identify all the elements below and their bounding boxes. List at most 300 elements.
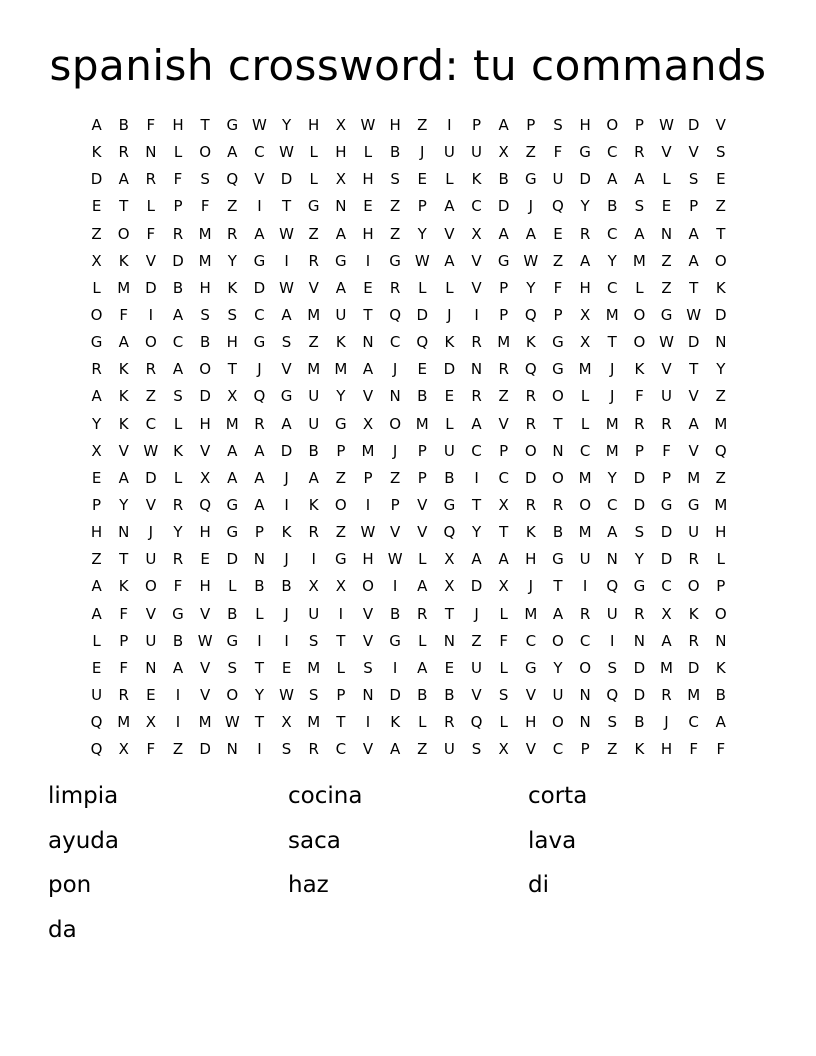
grid-letter: B — [118, 116, 129, 135]
grid-letter: E — [91, 468, 102, 487]
grid-letter: V — [525, 686, 536, 705]
grid-letter: D — [660, 550, 673, 569]
word-list-item: lava — [528, 827, 577, 854]
grid-letter: Q — [90, 740, 103, 759]
grid-letter: T — [119, 197, 129, 216]
grid-letter: S — [390, 170, 400, 189]
grid-letter: G — [552, 333, 564, 352]
grid-letter: W — [686, 306, 702, 325]
grid-letter: B — [308, 441, 319, 460]
grid-letter: L — [173, 468, 183, 487]
grid-letter: F — [119, 658, 129, 677]
grid-letter: U — [308, 604, 320, 623]
grid-letter: O — [389, 414, 402, 433]
grid-letter: V — [145, 604, 156, 623]
grid-letter: Q — [470, 713, 483, 732]
letter-grid — [83, 112, 734, 763]
grid-letter: W — [143, 441, 159, 460]
grid-letter: O — [144, 577, 157, 596]
grid-letter: P — [336, 686, 346, 705]
grid-letter: M — [714, 414, 728, 433]
grid-letter: G — [90, 333, 103, 352]
grid-letter: O — [117, 224, 130, 243]
grid-letter: R — [634, 414, 645, 433]
grid-letter: M — [605, 414, 619, 433]
grid-letter: A — [498, 550, 509, 569]
grid-letter: A — [634, 170, 645, 189]
grid-letter: B — [281, 577, 292, 596]
grid-letter: W — [279, 143, 294, 162]
grid-letter: M — [605, 306, 619, 325]
grid-letter: V — [688, 387, 699, 406]
grid-letter: H — [226, 333, 238, 352]
grid-letter: O — [633, 306, 646, 325]
grid-letter: P — [662, 468, 672, 487]
grid-letter: U — [471, 143, 483, 162]
grid-letter: G — [226, 631, 239, 650]
grid-letter: I — [474, 306, 479, 325]
grid-letter: R — [634, 143, 645, 162]
grid-letter: Z — [471, 631, 482, 650]
grid-letter: Q — [389, 306, 402, 325]
grid-letter: A — [281, 414, 292, 433]
grid-letter: C — [688, 713, 699, 732]
grid-letter: L — [173, 414, 183, 433]
grid-letter: Q — [443, 523, 456, 542]
grid-letter: U — [579, 550, 591, 569]
grid-letter: K — [471, 170, 482, 189]
grid-letter: P — [119, 631, 129, 650]
word-list — [48, 776, 768, 954]
grid-letter: R — [145, 360, 157, 379]
grid-letter: U — [443, 441, 455, 460]
grid-letter: I — [311, 550, 316, 569]
grid-letter: L — [499, 713, 508, 732]
grid-letter: Y — [580, 197, 590, 216]
grid-letter: L — [336, 658, 346, 677]
grid-letter: G — [253, 251, 266, 270]
grid-letter: P — [92, 496, 102, 515]
grid-letter: J — [447, 306, 452, 325]
grid-letter: M — [117, 278, 131, 297]
grid-letter: D — [389, 686, 401, 705]
grid-letter: E — [146, 686, 156, 705]
grid-letter: R — [471, 387, 482, 406]
grid-letter: O — [552, 468, 564, 487]
grid-letter: I — [365, 713, 371, 732]
grid-letter: Z — [552, 251, 564, 270]
grid-letter: V — [417, 496, 428, 515]
grid-letter: V — [688, 441, 699, 460]
grid-letter: Y — [526, 278, 536, 297]
grid-letter: P — [363, 468, 373, 487]
grid-letter: M — [334, 360, 348, 379]
grid-letter: Z — [498, 387, 509, 406]
grid-letter: Z — [389, 224, 401, 243]
grid-letter: H — [579, 278, 591, 297]
grid-letter: R — [118, 686, 129, 705]
grid-letter: T — [119, 550, 129, 569]
grid-letter: A — [417, 658, 428, 677]
grid-letter: C — [498, 468, 509, 487]
grid-letter: O — [687, 577, 700, 596]
grid-letter: E — [91, 197, 102, 216]
grid-letter: Y — [119, 496, 129, 515]
grid-letter: O — [90, 306, 103, 325]
grid-letter: R — [417, 604, 428, 623]
grid-letter: W — [659, 116, 674, 135]
grid-letter: R — [308, 251, 319, 270]
grid-letter: G — [552, 550, 564, 569]
grid-letter: K — [118, 577, 129, 596]
grid-letter: P — [417, 441, 427, 460]
grid-letter: K — [91, 143, 102, 162]
grid-letter: H — [389, 116, 401, 135]
grid-letter: X — [199, 468, 211, 487]
grid-letter: M — [578, 468, 592, 487]
grid-letter: G — [280, 387, 293, 406]
grid-letter: R — [471, 333, 482, 352]
grid-letter: W — [523, 251, 539, 270]
grid-letter: W — [279, 686, 294, 705]
grid-letter: P — [716, 577, 726, 596]
grid-letter: V — [308, 278, 319, 297]
grid-letter: D — [525, 468, 537, 487]
grid-letter: X — [498, 496, 509, 515]
grid-letter: C — [552, 740, 564, 759]
grid-letter: N — [552, 441, 564, 460]
grid-letter: M — [198, 251, 212, 270]
grid-letter: D — [416, 306, 429, 325]
grid-letter: G — [389, 251, 401, 270]
grid-letter: K — [173, 441, 183, 460]
grid-letter: O — [633, 333, 646, 352]
grid-letter: Z — [661, 278, 672, 297]
grid-letter: M — [307, 713, 321, 732]
grid-letter: O — [199, 143, 212, 162]
grid-letter: Q — [606, 577, 619, 596]
grid-letter: S — [471, 740, 482, 759]
grid-letter: G — [660, 496, 673, 515]
grid-letter: D — [579, 170, 591, 189]
grid-letter: C — [172, 333, 184, 352]
grid-letter: T — [499, 523, 509, 542]
grid-letter: T — [254, 713, 264, 732]
grid-letter: Z — [91, 224, 102, 243]
grid-letter: N — [715, 631, 727, 650]
grid-letter: V — [200, 604, 211, 623]
grid-letter: X — [335, 170, 346, 189]
grid-letter: X — [145, 713, 156, 732]
grid-letter: F — [553, 278, 563, 297]
grid-letter: H — [90, 523, 103, 542]
grid-letter: C — [607, 496, 618, 515]
grid-letter: E — [363, 278, 373, 297]
grid-letter: X — [498, 143, 509, 162]
grid-letter: T — [553, 414, 563, 433]
grid-letter: D — [633, 468, 646, 487]
grid-letter: C — [471, 441, 482, 460]
grid-letter: A — [227, 143, 238, 162]
grid-letter: O — [199, 360, 212, 379]
grid-letter: S — [634, 197, 645, 216]
grid-letter: T — [471, 496, 482, 515]
grid-letter: S — [498, 686, 509, 705]
grid-letter: S — [363, 658, 373, 677]
grid-letter: X — [661, 604, 672, 623]
grid-letter: R — [172, 224, 184, 243]
grid-letter: T — [200, 116, 210, 135]
grid-letter: W — [251, 116, 267, 135]
grid-letter: H — [525, 713, 537, 732]
grid-letter: D — [660, 523, 673, 542]
grid-letter: U — [308, 387, 320, 406]
grid-letter: N — [579, 713, 591, 732]
grid-letter: A — [335, 278, 346, 297]
grid-letter: Y — [254, 686, 264, 705]
grid-letter: Y — [716, 360, 726, 379]
grid-letter: V — [661, 143, 672, 162]
grid-letter: Y — [471, 523, 482, 542]
grid-letter: A — [281, 306, 292, 325]
grid-letter: C — [145, 414, 157, 433]
grid-letter: W — [360, 116, 376, 135]
grid-letter: U — [443, 143, 455, 162]
page-title: spanish crossword: tu commands — [49, 41, 767, 90]
grid-letter: V — [389, 523, 401, 542]
grid-letter: I — [257, 740, 262, 759]
grid-letter: B — [199, 333, 211, 352]
grid-letter: F — [173, 577, 183, 596]
grid-letter: A — [254, 468, 265, 487]
grid-letter: S — [607, 658, 617, 677]
grid-letter: K — [390, 713, 401, 732]
grid-letter: Q — [199, 496, 212, 515]
grid-letter: S — [553, 116, 563, 135]
grid-letter: V — [471, 278, 482, 297]
grid-letter: G — [687, 496, 700, 515]
grid-letter: K — [118, 387, 129, 406]
grid-letter: D — [497, 197, 510, 216]
grid-letter: R — [579, 224, 591, 243]
grid-letter: Z — [715, 468, 726, 487]
word-list-item: corta — [528, 783, 588, 809]
grid-letter: M — [198, 224, 212, 243]
grid-letter: C — [254, 306, 265, 325]
grid-letter: G — [307, 197, 320, 216]
grid-letter: P — [254, 523, 264, 542]
grid-letter: B — [444, 468, 455, 487]
grid-letter: A — [607, 170, 618, 189]
grid-letter: I — [338, 604, 344, 623]
grid-letter: P — [499, 278, 509, 297]
grid-letter: I — [284, 631, 289, 650]
grid-letter: E — [417, 360, 427, 379]
grid-letter: I — [257, 631, 262, 650]
grid-letter: S — [281, 333, 292, 352]
grid-letter: R — [688, 550, 699, 569]
grid-letter: D — [226, 550, 239, 569]
grid-letter: W — [414, 251, 430, 270]
grid-letter: A — [254, 496, 265, 515]
grid-letter: K — [715, 658, 726, 677]
grid-letter: R — [91, 360, 102, 379]
grid-letter: X — [471, 224, 482, 243]
grid-letter: D — [687, 116, 700, 135]
grid-letter: Q — [416, 333, 429, 352]
grid-letter: Z — [417, 116, 428, 135]
grid-letter: Z — [389, 468, 401, 487]
grid-letter: V — [362, 604, 374, 623]
grid-letter: L — [255, 604, 264, 623]
grid-letter: A — [661, 631, 672, 650]
grid-letter: L — [445, 414, 454, 433]
grid-letter: L — [309, 170, 318, 189]
grid-letter: Z — [145, 387, 156, 406]
grid-letter: H — [660, 740, 673, 759]
grid-letter: G — [552, 360, 564, 379]
grid-letter: Z — [335, 468, 346, 487]
grid-letter: I — [392, 577, 398, 596]
grid-letter: V — [498, 414, 509, 433]
grid-letter: T — [689, 360, 699, 379]
grid-letter: T — [336, 631, 346, 650]
grid-letter: U — [688, 523, 700, 542]
grid-letter: F — [689, 740, 698, 759]
grid-letter: V — [471, 686, 482, 705]
grid-letter: Q — [524, 306, 537, 325]
grid-letter: A — [172, 306, 184, 325]
grid-letter: K — [118, 360, 129, 379]
grid-letter: D — [199, 740, 211, 759]
grid-letter: E — [91, 658, 102, 677]
grid-letter: J — [392, 441, 398, 460]
grid-letter: R — [308, 740, 319, 759]
grid-letter: A — [91, 116, 102, 135]
grid-letter: K — [118, 251, 129, 270]
grid-letter: F — [553, 143, 563, 162]
grid-letter: L — [662, 170, 671, 189]
grid-letter: D — [633, 658, 646, 677]
grid-letter: M — [714, 496, 728, 515]
grid-letter: T — [607, 333, 617, 352]
grid-letter: V — [525, 740, 536, 759]
grid-letter: T — [689, 278, 699, 297]
grid-letter: A — [552, 604, 564, 623]
grid-letter: B — [444, 686, 455, 705]
grid-letter: B — [552, 523, 564, 542]
grid-letter: L — [580, 414, 590, 433]
grid-letter: L — [499, 658, 508, 677]
grid-letter: H — [579, 116, 591, 135]
grid-letter: N — [606, 550, 618, 569]
grid-letter: Q — [714, 441, 727, 460]
grid-letter: X — [118, 740, 129, 759]
grid-letter: A — [471, 414, 482, 433]
grid-letter: W — [224, 713, 240, 732]
grid-letter: L — [580, 387, 590, 406]
grid-letter: L — [445, 170, 454, 189]
grid-letter: L — [418, 713, 427, 732]
grid-letter: M — [307, 658, 321, 677]
grid-letter: L — [92, 631, 101, 650]
grid-letter: V — [254, 170, 265, 189]
grid-letter: X — [335, 577, 346, 596]
grid-letter: A — [118, 468, 129, 487]
grid-letter: R — [145, 170, 157, 189]
grid-letter: Y — [417, 224, 427, 243]
grid-letter: C — [579, 441, 591, 460]
grid-letter: S — [200, 306, 210, 325]
grid-letter: T — [363, 306, 373, 325]
grid-letter: A — [634, 224, 645, 243]
grid-letter: F — [662, 441, 671, 460]
grid-letter: P — [499, 441, 509, 460]
grid-letter: L — [173, 143, 183, 162]
grid-letter: N — [579, 686, 591, 705]
grid-letter: L — [309, 143, 318, 162]
word-list-item: limpia — [48, 783, 119, 809]
grid-letter: X — [579, 333, 591, 352]
grid-letter: Q — [90, 713, 103, 732]
grid-letter: V — [362, 740, 374, 759]
grid-letter: F — [146, 740, 156, 759]
grid-letter: F — [173, 170, 183, 189]
grid-letter: X — [498, 577, 509, 596]
grid-letter: C — [335, 740, 347, 759]
grid-letter: K — [525, 333, 536, 352]
grid-letter: G — [497, 251, 510, 270]
grid-letter: P — [689, 197, 699, 216]
grid-letter: V — [281, 360, 292, 379]
grid-letter: G — [226, 116, 239, 135]
grid-letter: A — [308, 468, 319, 487]
grid-letter: A — [607, 523, 618, 542]
grid-letter: S — [200, 170, 210, 189]
grid-letter: I — [175, 713, 181, 732]
grid-letter: N — [389, 387, 401, 406]
grid-letter: P — [417, 197, 427, 216]
grid-letter: A — [227, 441, 238, 460]
grid-letter: N — [118, 523, 130, 542]
grid-letter: V — [145, 496, 156, 515]
grid-letter: J — [610, 387, 615, 406]
grid-letter: T — [254, 658, 264, 677]
grid-letter: Z — [607, 740, 618, 759]
grid-letter: V — [362, 387, 374, 406]
grid-letter: S — [227, 658, 238, 677]
grid-letter: P — [634, 441, 644, 460]
grid-letter: I — [365, 496, 371, 515]
grid-letter: L — [418, 631, 427, 650]
grid-letter: W — [279, 224, 294, 243]
grid-letter: E — [444, 658, 455, 677]
grid-letter: P — [417, 468, 427, 487]
grid-letter: D — [90, 170, 103, 189]
grid-letter: R — [661, 414, 672, 433]
grid-letter: O — [714, 251, 727, 270]
grid-letter: F — [119, 306, 129, 325]
grid-letter: O — [579, 496, 591, 515]
grid-letter: M — [117, 713, 131, 732]
grid-letter: R — [688, 631, 699, 650]
grid-letter: J — [420, 143, 425, 162]
grid-letter: L — [418, 550, 427, 569]
grid-letter: V — [417, 523, 428, 542]
grid-letter: B — [172, 631, 184, 650]
grid-letter: A — [444, 251, 455, 270]
grid-letter: M — [632, 251, 646, 270]
